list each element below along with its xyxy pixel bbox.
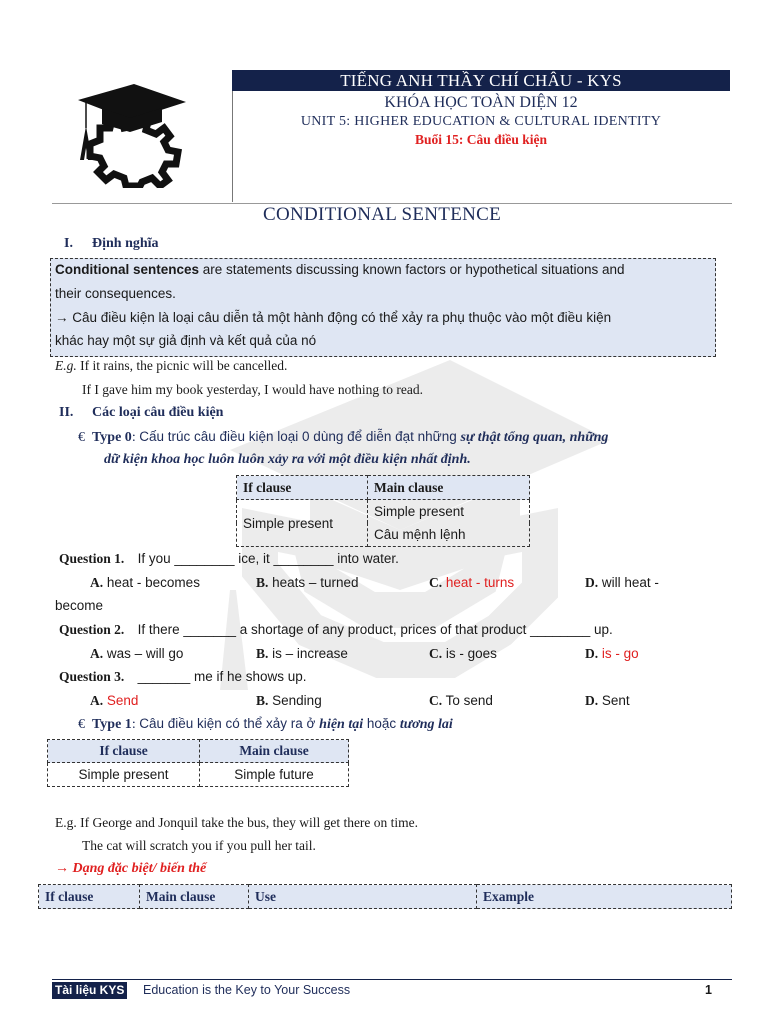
header-title-bar: TIẾNG ANH THẦY CHÍ CHÂU - KYS <box>232 70 730 91</box>
type1-table <box>47 739 349 787</box>
q1-option-a <box>90 575 200 591</box>
type0-table <box>236 475 530 547</box>
q2-option-b-text: is – increase <box>272 646 348 661</box>
type0-table-header-if: If clause <box>237 476 368 500</box>
example-1-text: If it rains, the picnic will be cancelled. <box>76 358 288 373</box>
footer-divider <box>52 979 732 980</box>
unit-name: UNIT 5: HIGHER EDUCATION & CULTURAL IDENTITY <box>300 114 662 129</box>
q2-option-d-text-correct: is - go <box>601 646 639 661</box>
q3-option-d <box>585 693 630 709</box>
page-number: 1 <box>705 983 712 997</box>
special-table-header-use: Use <box>249 885 477 909</box>
definition-line-1 <box>55 262 625 277</box>
section1-number: I. <box>64 236 73 251</box>
q2-option-d-letter: D. <box>585 646 599 661</box>
bullet-icon: € <box>78 717 85 732</box>
q3-option-a <box>90 693 138 709</box>
special-table-header-example: Example <box>477 885 732 909</box>
course-name: KHÓA HỌC TOÀN DIỆN 12 <box>384 94 578 111</box>
type1-table-main-value: Simple future <box>200 763 349 787</box>
type1-colon: : <box>131 717 140 732</box>
question-1-label: Question 1. <box>59 551 125 566</box>
special-table-header-main: Main clause <box>140 885 249 909</box>
type1-emphasis-1: hiện tại <box>319 717 364 732</box>
q2-option-a-letter: A. <box>90 646 104 661</box>
q1-option-c-text-correct: heat - turns <box>445 575 515 590</box>
q3-option-c-text: To send <box>445 693 493 708</box>
type0-emphasis-2: dữ kiện khoa học luôn luôn xảy ra với một điều kiện nhất định. <box>104 452 471 467</box>
type1-example-1-text: If George and Jonquil take the bus, they will get there on time. <box>76 815 419 830</box>
q2-option-b <box>256 646 348 662</box>
special-table-header-if: If clause <box>39 885 140 909</box>
definition-line-2: their consequences. <box>55 286 176 301</box>
definition-vi-line-2: khác hay một sự giả định và kết quả của nó <box>55 333 317 348</box>
q2-option-b-letter: B. <box>256 646 269 661</box>
q3-option-a-text-correct: Send <box>106 693 139 708</box>
q3-option-b-letter: B. <box>256 693 269 708</box>
definition-term: Conditional sentences <box>55 262 200 277</box>
type0-colon: : <box>131 430 140 445</box>
example-label: E.g. <box>55 358 77 373</box>
question-3-label: Question 3. <box>59 669 125 684</box>
type1-mid: hoặc <box>363 716 400 731</box>
graduation-cap-logo <box>76 78 188 188</box>
q2-option-d <box>585 646 639 662</box>
q1-option-d-letter: D. <box>585 575 599 590</box>
question-3-text: _______ me if he shows up. <box>137 669 307 684</box>
q1-option-d-text: will heat - <box>601 575 659 590</box>
bullet-icon: € <box>78 430 85 445</box>
q1-option-c <box>429 575 514 591</box>
type0-table-if-value: Simple present <box>237 500 368 547</box>
example-2: If I gave him my book yesterday, I would have nothing to read. <box>82 382 424 397</box>
type0-line-1 <box>78 429 608 446</box>
type1-label: Type 1 <box>92 717 132 732</box>
q1-option-c-letter: C. <box>429 575 443 590</box>
type0-line-2 <box>104 452 471 468</box>
q1-option-a-text: heat - becomes <box>106 575 200 590</box>
q2-option-a-text: was – will go <box>106 646 184 661</box>
q3-option-b-text: Sending <box>272 693 322 708</box>
q3-option-b <box>256 693 322 709</box>
q3-option-d-text: Sent <box>601 693 630 708</box>
section1-heading: Định nghĩa <box>92 236 159 251</box>
question-2 <box>59 622 613 638</box>
q1-option-b <box>256 575 358 591</box>
q1-option-b-text: heats – turned <box>272 575 359 590</box>
question-1-text: If you ________ ice, it ________ into water. <box>137 551 399 566</box>
section2-number: II. <box>59 405 74 420</box>
question-1 <box>59 551 399 567</box>
question-2-label: Question 2. <box>59 622 125 637</box>
q2-option-c-letter: C. <box>429 646 443 661</box>
type0-label: Type 0 <box>92 430 132 445</box>
question-3 <box>59 669 307 685</box>
section2-heading: Các loại câu điều kiện <box>92 405 224 420</box>
definition-text: are statements discussing known factors or hypothetical situations and <box>199 262 625 277</box>
definition-vi-line-1: → Câu điều kiện là loại câu diễn tả một hành động có thể xảy ra phụ thuộc vào một điều kiện <box>55 310 612 325</box>
type1-table-if-value: Simple present <box>48 763 200 787</box>
q3-option-a-letter: A. <box>90 693 104 708</box>
special-forms-heading-text: → Dạng đặc biệt/ biến thể <box>55 861 207 876</box>
type1-emphasis-2: tương lai <box>399 717 453 732</box>
type1-table-header-if: If clause <box>48 740 200 763</box>
footer-slogan: Education is the Key to Your Success <box>143 983 351 997</box>
type1-desc: Câu điều kiện có thể xảy ra ở <box>139 716 320 731</box>
type1-example-label: E.g. <box>55 815 77 830</box>
q3-option-c <box>429 693 493 709</box>
q2-option-c-text: is - goes <box>445 646 497 661</box>
q2-option-a <box>90 646 183 662</box>
type0-emphasis-1: sự thật tổng quan, những <box>460 430 609 445</box>
type1-line <box>78 716 453 733</box>
type0-table-main-value-2: Câu mệnh lệnh <box>368 523 530 547</box>
q1-option-d <box>585 575 659 591</box>
q1-option-b-letter: B. <box>256 575 269 590</box>
type0-table-header-main: Main clause <box>368 476 530 500</box>
question-2-text: If there _______ a shortage of any product, prices of that product ________ up. <box>137 622 613 637</box>
q1-option-a-letter: A. <box>90 575 104 590</box>
example-1 <box>55 358 287 374</box>
type0-table-main-value-1: Simple present <box>368 500 530 524</box>
type1-example-2: The cat will scratch you if you pull her tail. <box>82 838 316 853</box>
special-forms-table <box>38 884 732 909</box>
type0-desc: Cấu trúc câu điều kiện loại 0 dùng để diễn đạt những <box>139 429 461 444</box>
footer-brand: Tài liệu KYS <box>52 982 127 999</box>
q2-option-c <box>429 646 497 662</box>
special-forms-heading <box>55 861 206 877</box>
q3-option-d-letter: D. <box>585 693 599 708</box>
q1-option-d-wrap: become <box>55 598 104 613</box>
page-title: CONDITIONAL SENTENCE <box>262 204 502 225</box>
session-name: Buổi 15: Câu điều kiện <box>414 132 548 147</box>
q3-option-c-letter: C. <box>429 693 443 708</box>
type1-example-1 <box>55 815 418 831</box>
type1-table-header-main: Main clause <box>200 740 349 763</box>
